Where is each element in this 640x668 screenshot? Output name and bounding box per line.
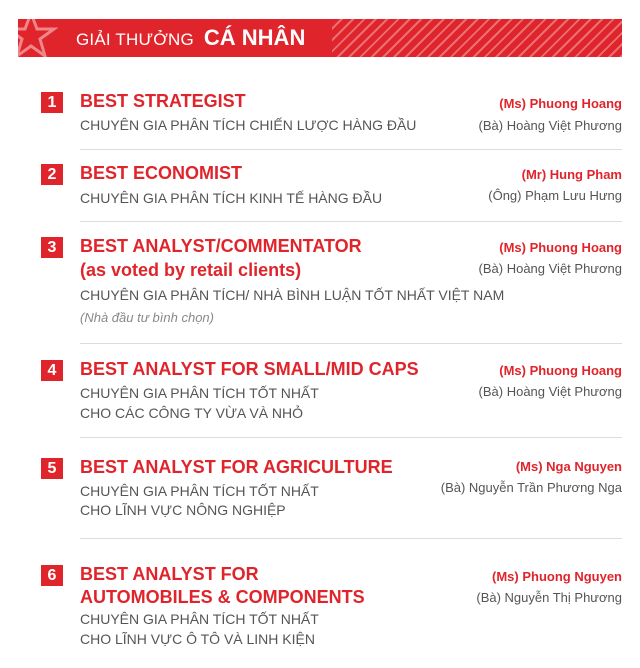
award-title: BEST STRATEGIST (80, 91, 246, 111)
winner-name-vn: (Bà) Hoàng Việt Phương (478, 261, 622, 276)
banner-title-small: GIẢI THƯỞNG (76, 30, 194, 49)
winner-name-en: (Ms) Phuong Nguyen (492, 569, 622, 584)
winner-name-vn: (Bà) Hoàng Việt Phương (478, 384, 622, 399)
award-title: BEST ANALYST FOR SMALL/MID CAPS (80, 359, 419, 379)
award-number-badge: 4 (41, 360, 63, 381)
award-title-vn: CHUYÊN GIA PHÂN TÍCH CHIẾN LƯỢC HÀNG ĐẦU (80, 117, 417, 133)
award-title-vn: CHUYÊN GIA PHÂN TÍCH KINH TẾ HÀNG ĐẦU (80, 190, 383, 206)
award-title: BEST ANALYST/COMMENTATOR (80, 236, 362, 256)
award-title-line2: AUTOMOBILES & COMPONENTS (80, 587, 365, 607)
star-icon (18, 19, 58, 57)
winner-name-vn: (Bà) Hoàng Việt Phương (478, 118, 622, 133)
divider (80, 149, 622, 150)
section-banner (18, 19, 622, 57)
award-number-badge: 1 (41, 92, 63, 113)
award-number-badge: 3 (41, 237, 63, 258)
award-title-vn-line2: CHO LĨNH VỰC Ô TÔ VÀ LINH KIỆN (80, 631, 315, 647)
award-title-vn: CHUYÊN GIA PHÂN TÍCH/ NHÀ BÌNH LUẬN TỐT NHẤT VIỆT NAM (80, 287, 505, 303)
divider (80, 437, 622, 438)
winner-name-en: (Ms) Nga Nguyen (515, 459, 622, 474)
divider (80, 538, 622, 539)
banner-stripes (332, 19, 622, 57)
award-note: (Nhà đầu tư bình chọn) (80, 310, 214, 325)
award-number-badge: 6 (41, 565, 63, 586)
winner-name-en: (Ms) Phuong Hoang (499, 240, 622, 255)
award-title: BEST ECONOMIST (80, 163, 243, 183)
winner-name-en: (Ms) Phuong Hoang (499, 96, 622, 111)
award-title-vn-line2: CHO LĨNH VỰC NÔNG NGHIỆP (80, 502, 286, 518)
award-title: BEST ANALYST FOR (80, 564, 259, 584)
winner-name-en: (Ms) Phuong Hoang (499, 363, 622, 378)
award-title-vn: CHUYÊN GIA PHÂN TÍCH TỐT NHẤT (80, 483, 319, 499)
award-title: BEST ANALYST FOR AGRICULTURE (80, 457, 393, 477)
winner-name-vn: (Ông) Phạm Lưu Hưng (488, 188, 622, 203)
award-number-badge: 2 (41, 164, 63, 185)
winner-name-vn: (Bà) Nguyễn Thị Phương (476, 590, 622, 605)
winner-name-en: (Mr) Hung Pham (521, 167, 622, 182)
award-title-vn: CHUYÊN GIA PHÂN TÍCH TỐT NHẤT (80, 385, 319, 401)
banner-title-big: CÁ NHÂN (203, 25, 306, 50)
award-title-vn: CHUYÊN GIA PHÂN TÍCH TỐT NHẤT (80, 611, 319, 627)
divider (80, 221, 622, 222)
award-number-badge: 5 (41, 458, 63, 479)
winner-name-vn: (Bà) Nguyễn Trần Phương Nga (440, 480, 622, 495)
divider (80, 343, 622, 344)
award-title-vn-line2: CHO CÁC CÔNG TY VỪA VÀ NHỎ (80, 405, 304, 421)
award-title-line2: (as voted by retail clients) (80, 260, 302, 280)
banner-title (76, 19, 305, 57)
